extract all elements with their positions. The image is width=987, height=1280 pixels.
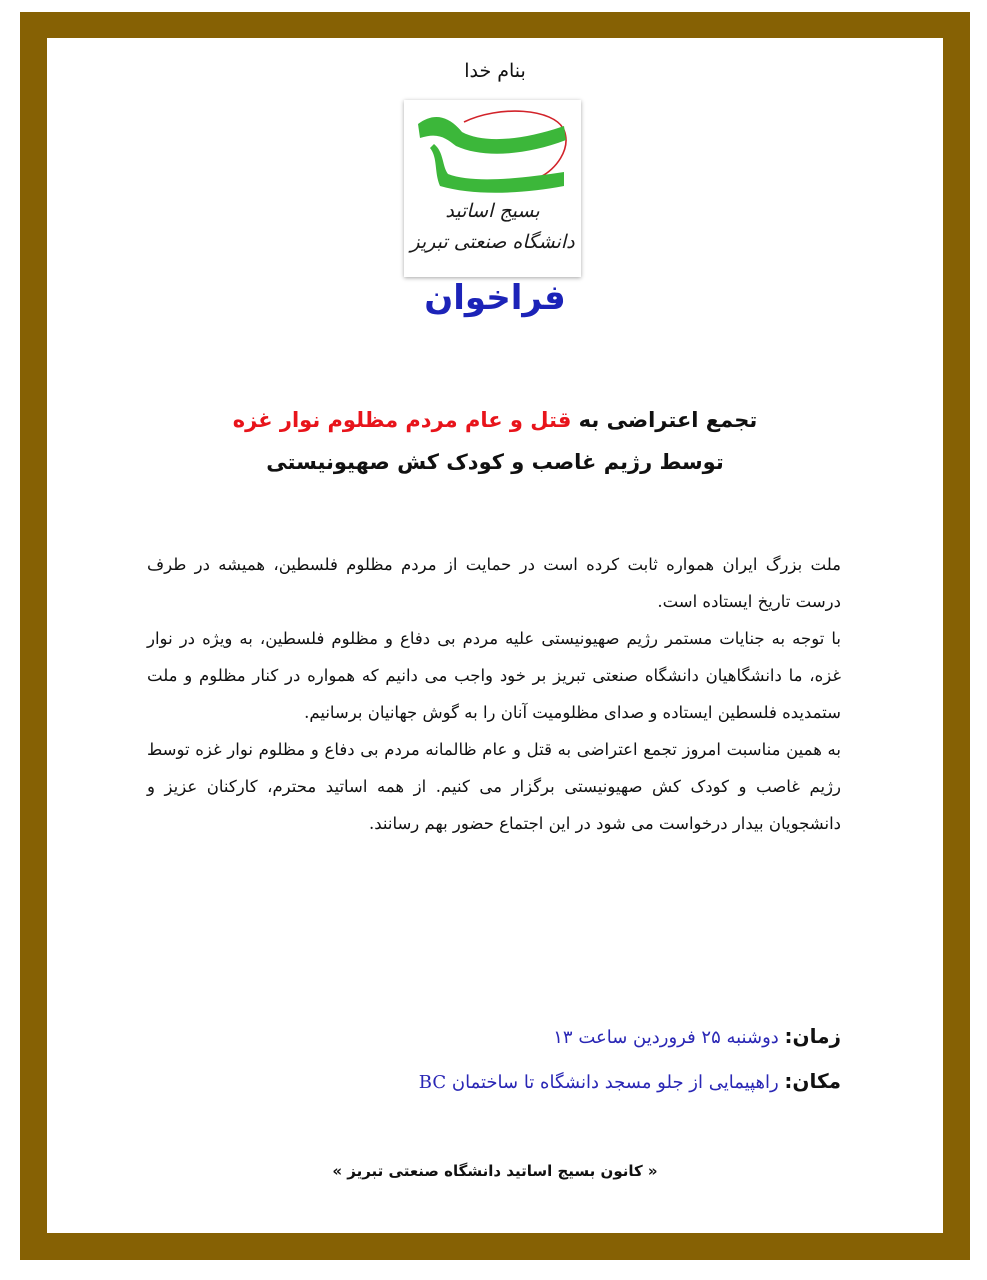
logo-text-line2: دانشگاه صنعتی تبریز xyxy=(410,231,575,253)
time-label: زمان: xyxy=(784,1024,841,1048)
logo-text-line1: بسیج اساتید xyxy=(445,200,540,222)
announcement-sheet xyxy=(47,38,943,1233)
event-place xyxy=(147,1069,841,1093)
basij-logo xyxy=(404,100,581,277)
event-time xyxy=(147,1024,841,1048)
place-value: راهپیمایی از جلو مسجد دانشگاه تا ساختمان BC xyxy=(418,1072,779,1093)
headline-line1 xyxy=(47,408,943,432)
footer-signature: « کانون بسیج اساتید دانشگاه صنعتی تبریز » xyxy=(332,1162,658,1180)
body-paragraph: به همین مناسبت امروز تجمع اعتراضی به قتل و عام ظالمانه مردم بی دفاع و مظلوم نوار غزه توسط رژیم غاصب و کودک کش صهیونیستی برگزار می کنیم. از همه اساتید محترم، کارکنان عزیز و دانشجویان بیدار درخواست می شود در این اجتماع حضور بهم رسانند. xyxy=(147,740,841,833)
dove-logo-icon xyxy=(404,100,581,200)
time-value: دوشنبه ۲۵ فروردین ساعت ۱۳ xyxy=(553,1027,779,1048)
body-paragraph: با توجه به جنایات مستمر رژیم صهیونیستی علیه مردم بی دفاع و مظلوم فلسطین، به ویژه در نوار غزه، ما دانشگاهیان دانشگاه صنعتی تبریز بر خود واجب می دانیم که همواره در کنار مظلوم و ملت ستمدیده فلسطین ایستاده و صدای مظلومیت آنان را به گوش جهانیان برسانیم. xyxy=(147,629,841,722)
place-label: مکان: xyxy=(784,1069,841,1093)
body-paragraph: ملت بزرگ ایران همواره ثابت کرده است در حمایت از مردم مظلوم فلسطین، همیشه در طرف درست تاریخ ایستاده است. xyxy=(147,555,841,611)
call-title: فراخوان xyxy=(424,278,566,318)
logo-green-ribbon-top xyxy=(418,117,566,154)
headline-highlight: قتل و عام مردم مظلوم نوار غزه xyxy=(232,408,572,432)
announcement-body xyxy=(147,546,841,842)
headline-line2: توسط رژیم غاصب و کودک کش صهیونیستی xyxy=(266,450,724,474)
headline-prefix: تجمع اعتراضی به xyxy=(571,408,758,432)
bismillah-heading: بنام خدا xyxy=(464,60,526,82)
